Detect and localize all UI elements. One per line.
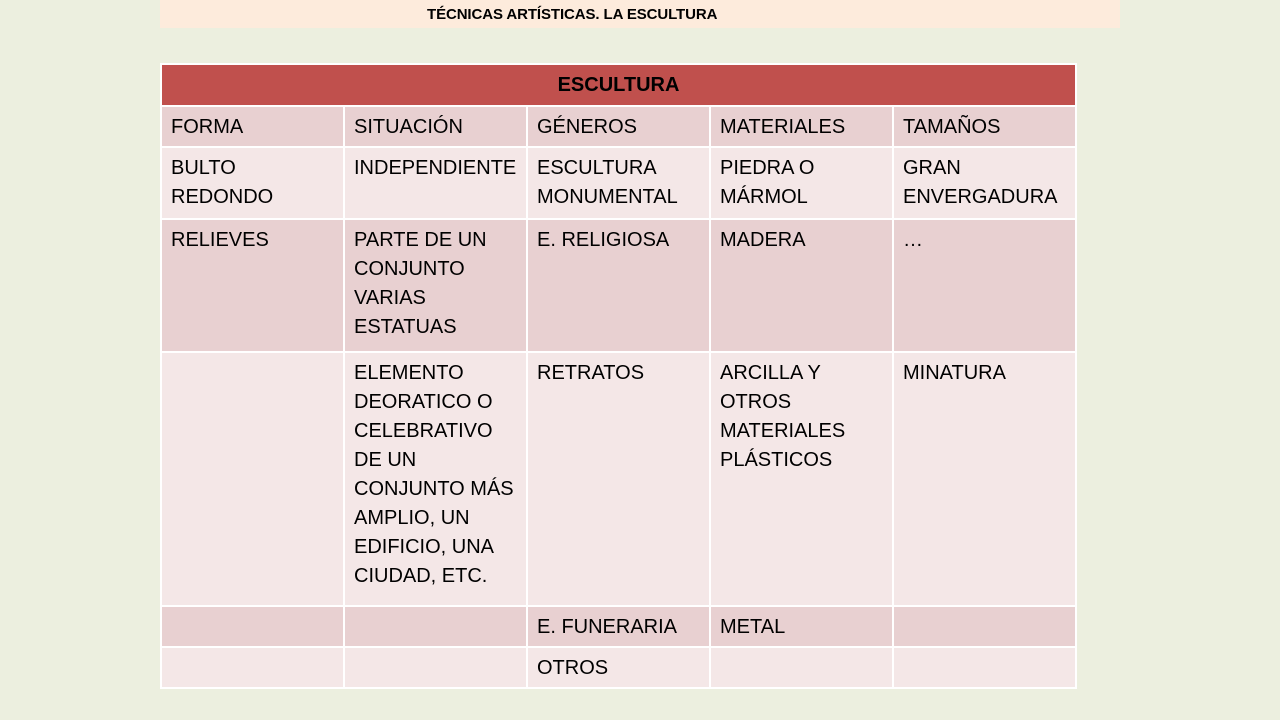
table-cell: PARTE DE UN CONJUNTO VARIAS ESTATUAS [344, 219, 527, 352]
column-header: FORMA [161, 106, 344, 147]
table-cell: PIEDRA O MÁRMOL [710, 147, 893, 219]
slide-title-bar [160, 0, 1120, 28]
table-title: ESCULTURA [161, 64, 1076, 106]
table-cell: METAL [710, 606, 893, 647]
table-cell [344, 606, 527, 647]
sculpture-table [160, 63, 1077, 689]
table-cell [344, 647, 527, 688]
column-header: MATERIALES [710, 106, 893, 147]
table-row [161, 606, 1076, 647]
table-cell: E. FUNERARIA [527, 606, 710, 647]
table-cell: ARCILLA Y OTROS MATERIALES PLÁSTICOS [710, 352, 893, 606]
table-cell [710, 647, 893, 688]
table-cell: MADERA [710, 219, 893, 352]
table-title-row [161, 64, 1076, 106]
table-cell: MINATURA [893, 352, 1076, 606]
slide-title: TÉCNICAS ARTÍSTICAS. LA ESCULTURA [427, 6, 718, 23]
table-cell: RELIEVES [161, 219, 344, 352]
column-header: SITUACIÓN [344, 106, 527, 147]
table-cell [161, 606, 344, 647]
table-cell: ELEMENTO DEORATICO O CELEBRATIVO DE UN CONJUNTO MÁS AMPLIO, UN EDIFICIO, UNA CIUDAD, ETC. [344, 352, 527, 606]
table-cell: RETRATOS [527, 352, 710, 606]
column-header-row [161, 106, 1076, 147]
table-cell: INDEPENDIENTE [344, 147, 527, 219]
table-cell [893, 606, 1076, 647]
table-cell [161, 352, 344, 606]
table-cell: ESCULTURA MONUMENTAL [527, 147, 710, 219]
table-row [161, 219, 1076, 352]
table-row [161, 352, 1076, 606]
table-cell: E. RELIGIOSA [527, 219, 710, 352]
column-header: TAMAÑOS [893, 106, 1076, 147]
table-row [161, 647, 1076, 688]
table-cell [893, 647, 1076, 688]
table-cell [161, 647, 344, 688]
table-cell: … [893, 219, 1076, 352]
table-cell: GRAN ENVERGADURA [893, 147, 1076, 219]
column-header: GÉNEROS [527, 106, 710, 147]
table-row [161, 147, 1076, 219]
table-cell: BULTO REDONDO [161, 147, 344, 219]
table-cell: OTROS [527, 647, 710, 688]
